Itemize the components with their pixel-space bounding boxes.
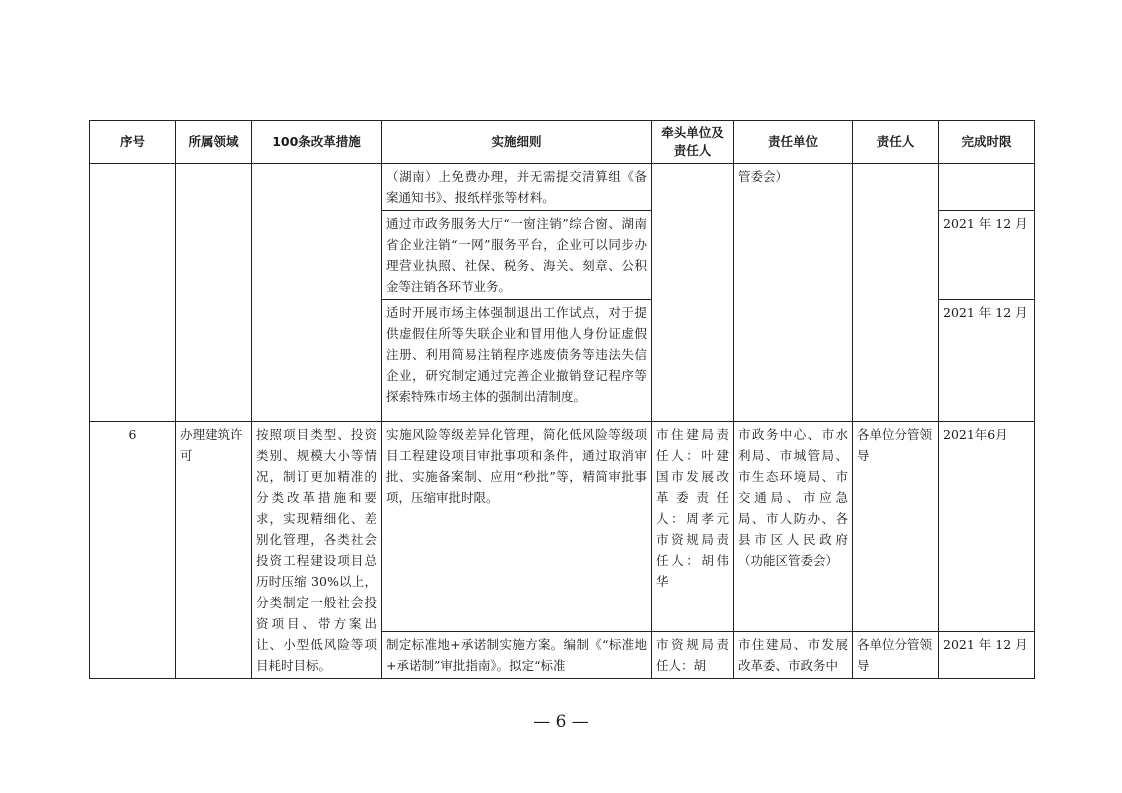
table-header-row — [90, 121, 1035, 164]
table-row — [90, 422, 1035, 632]
cont-seq-cell — [90, 164, 176, 422]
item6-lead-1: 市住建局责任人：叶建国市发展改革委责任人：周孝元市资规局责任人：胡伟华 — [652, 422, 734, 632]
cont-domain-cell — [176, 164, 252, 422]
item6-domain: 办理建筑许可 — [176, 422, 252, 679]
cont-deadline-3: 2021 年 12 月 — [939, 300, 1035, 422]
item6-measure: 按照项目类型、投资类别、规模大小等情况，制订更加精准的分类改革措施和要求，实现精细化、差别化管理，各类社会投资工程建设项目总历时压缩 30%以上，分类制定一般社会投资项目、带方案出让、小型低风险等项目耗时目标。 — [252, 422, 382, 679]
item6-resp-person-2: 各单位分管领导 — [853, 631, 939, 678]
cont-resp-unit: 管委会） — [734, 164, 853, 422]
cont-resp-person-cell — [853, 164, 939, 422]
header-deadline: 完成时限 — [939, 121, 1035, 164]
header-seq: 序号 — [90, 121, 176, 164]
item6-deadline-1: 2021年6月 — [939, 422, 1035, 632]
page-number: — 6 — — [533, 712, 589, 732]
header-lead: 牵头单位及责任人 — [652, 121, 734, 164]
item6-resp-person-1: 各单位分管领导 — [853, 422, 939, 632]
cont-detail-2: 通过市政务服务大厅“一窗注销”综合窗、湖南省企业注销“一网”服务平台，企业可以同步办理营业执照、社保、税务、海关、刻章、公积金等注销各环节业务。 — [382, 211, 652, 300]
cont-detail-3: 适时开展市场主体强制退出工作试点，对于提供虚假住所等失联企业和冒用他人身份证虚假注册、利用简易注销程序逃废债务等违法失信企业，研究制定通过完善企业撤销登记程序等探索特殊市场主体的强制出清制度。 — [382, 300, 652, 422]
cont-measure-cell — [252, 164, 382, 422]
item6-lead-2: 市资规局责任人：胡 — [652, 631, 734, 678]
table-row — [90, 164, 1035, 211]
header-detail: 实施细则 — [382, 121, 652, 164]
header-resp-person: 责任人 — [853, 121, 939, 164]
item6-detail-2: 制定标准地+承诺制实施方案。编制《“标准地+承诺制”审批指南》。拟定“标准 — [382, 631, 652, 678]
header-domain: 所属领域 — [176, 121, 252, 164]
cont-lead-cell — [652, 164, 734, 422]
item6-resp-unit-1: 市政务中心、市水利局、市城管局、市生态环境局、市交通局、市应急局、市人防办、各县市区人民政府（功能区管委会） — [734, 422, 853, 632]
cont-deadline-2: 2021 年 12 月 — [939, 211, 1035, 300]
cont-deadline-1 — [939, 164, 1035, 211]
header-measure: 100条改革措施 — [252, 121, 382, 164]
reform-measures-table — [89, 120, 1035, 679]
item6-deadline-2: 2021 年 12 月 — [939, 631, 1035, 678]
item6-detail-1: 实施风险等级差异化管理，简化低风险等级项目工程建设项目审批事项和条件，通过取消审批、实施备案制、应用“秒批”等，精简审批事项，压缩审批时限。 — [382, 422, 652, 632]
header-resp-unit: 责任单位 — [734, 121, 853, 164]
cont-detail-1: （湖南）上免费办理，并无需提交清算组《备案通知书》、报纸样张等材料。 — [382, 164, 652, 211]
item6-resp-unit-2: 市住建局、市发展改革委、市政务中 — [734, 631, 853, 678]
item6-seq: 6 — [90, 422, 176, 679]
